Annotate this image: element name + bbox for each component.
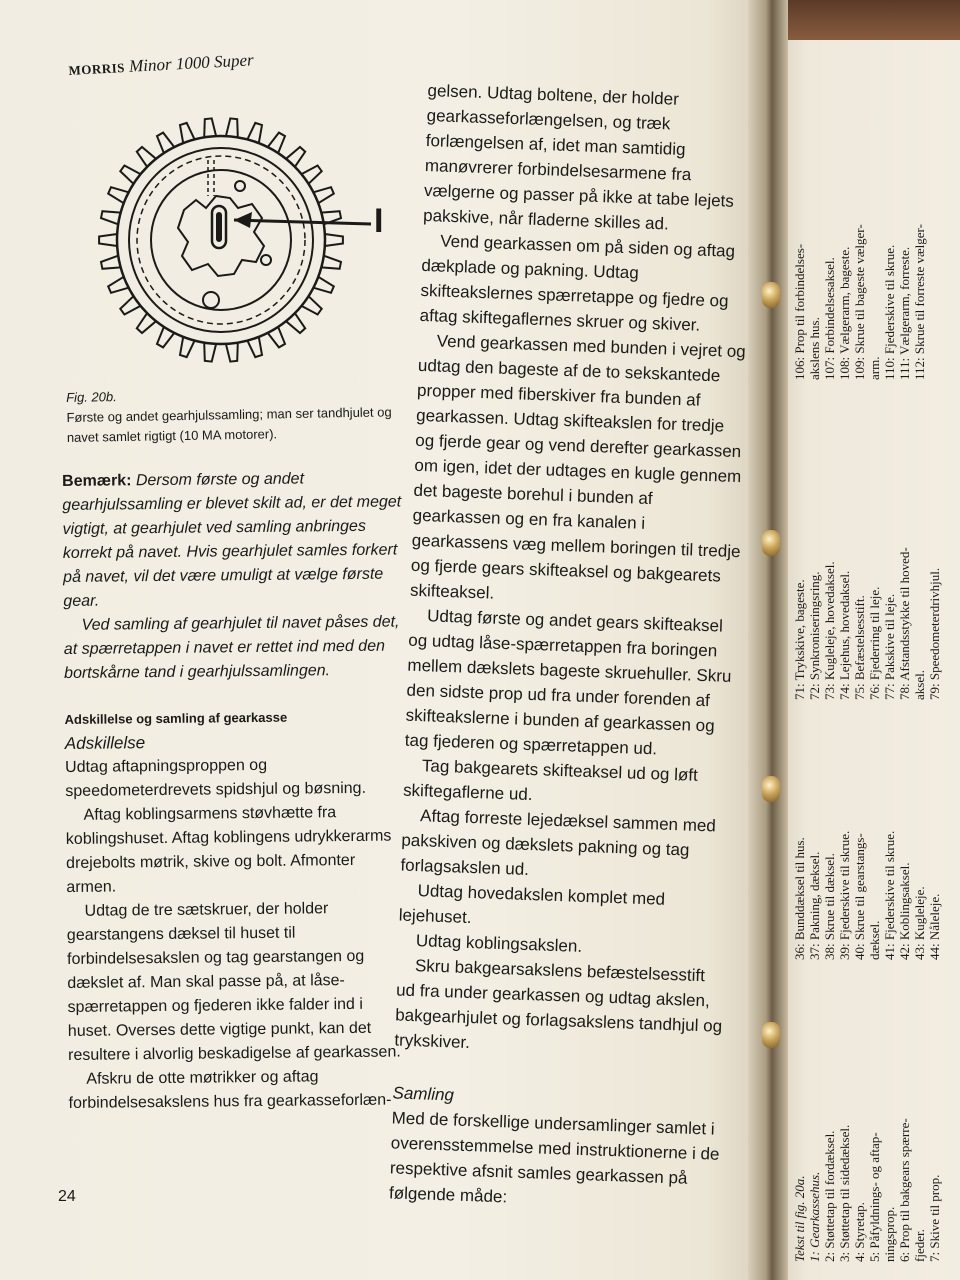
legend-line: 78: Afstandsstykke til hoved- — [897, 547, 912, 700]
legend-line: 107: Forbindelsesaksel. — [822, 257, 837, 380]
body-paragraph: Udtag aftapningsproppen og speedometerdrevets spidshjul og bøsning. — [65, 756, 367, 800]
legend-line: 111: Vælgerarm, forreste. — [897, 246, 912, 380]
legend-line: 1: Gearkassehus. — [807, 1171, 822, 1262]
binder-ring-icon — [762, 776, 780, 802]
note-paragraph-2: Ved samling af gearhjulet til navet påses det, at spærretappen i navet er rettet ind med den bortskårne tand i gearhjulssamlingen. — [63, 613, 400, 682]
right-column — [389, 78, 758, 1217]
body-paragraph: Udtag hovedakslen komplet med lejehuset. — [398, 881, 666, 928]
header-model: Minor 1000 Super — [128, 50, 255, 76]
body-paragraph: gelsen. Udtag boltene, der holder gearkasseforlængelsen, og træk forlængelsen af, idet man samtidig manøvrerer forbindelsesarmene fra vælgerne og passer på ikke at tabe lejets pakskive, når fladerne skilles ad. — [422, 80, 735, 234]
legend-line: fjeder. — [912, 1229, 927, 1262]
legend-line: 2: Støttetap til fordæksel. — [822, 1130, 837, 1262]
legend-line: akslens hus. — [807, 317, 822, 380]
binder-ring-icon — [762, 1022, 780, 1048]
legend-line: 37: Pakning, dæksel. — [807, 851, 822, 960]
legend-line: 108: Vælgerarm, bageste. — [837, 246, 852, 380]
legend-column-3 — [792, 547, 942, 700]
legend-column-1 — [792, 1118, 942, 1262]
legend-line: 109: Skrue til bageste vælger- — [852, 224, 867, 380]
legend-line: 40: Skrue til gearstangs- — [852, 833, 867, 960]
legend-line: aksel. — [912, 670, 927, 700]
figure-caption-text: Første og andet gearhjulssamling; man ser tandhjulet og navet samlet rigtigt (10 MA motorer). — [66, 404, 392, 445]
header-brand: MORRIS — [68, 60, 126, 78]
legend-line: 77: Pakskive til leje. — [882, 593, 897, 700]
note-lead: Bemærk: — [62, 472, 132, 490]
legend-line: 73: Kugleleje, hovedaksel. — [822, 561, 837, 700]
body-paragraph: Aftag forreste lejedæksel sammen med pakskiven og dækslets pakning og tag forlagsakslen ud. — [400, 806, 717, 880]
legend-line: 106: Prop til forbindelses- — [792, 243, 807, 380]
body-paragraph: Afskru de otte møtrikker og aftag forbindelsesakslens hus fra gearkasseforlæn- — [68, 1068, 392, 1112]
legend-line: 76: Fjederring til leje. — [867, 586, 882, 700]
figure-label: Fig. 20b. — [66, 389, 117, 405]
body-paragraph: Skru bakgearsakslens befæstelsesstift ud fra under gearkassen og udtag akslen, bakgearhjulet og forlagsakslens tandhjul og trykskiver. — [394, 956, 723, 1053]
legend-column-2 — [792, 831, 942, 960]
body-paragraph: Tag bakgearets skifteaksel ud og løft skiftegaflerne ud. — [402, 756, 699, 805]
legend-line: 39: Fjederskive til skrue. — [837, 830, 852, 960]
legend-line: 7: Skive til prop. — [927, 1174, 942, 1262]
legend-line: 43: Kugleleje. — [912, 886, 927, 960]
binder-ring-icon — [762, 282, 780, 308]
gear-figure — [96, 100, 396, 370]
figure-marker: I — [374, 202, 384, 240]
body-paragraph: Udtag de tre sætskruer, der holder gearstangens dæksel til huset til forbindelsesakslen og tag gearstangen og dækslet af. Man skal passe på, at låse-spærretappen og fjederen ikke falder ind i huset. Overses dette vigtige punkt, kan det resultere i alvorlig beskadigelse af gearkassen. — [66, 900, 401, 1064]
body-paragraph: Vend gearkassen om på siden og aftag dækplade og pakning. Udtag skifteakslernes spærretappe og fjedre og aftag skiftegaflernes skruer og skiver. — [419, 231, 736, 335]
body-paragraph: Aftag koblingsarmens støvhætte fra koblingshuset. Aftag koblingens udrykkerarms drejebolts møtrik, skive og bolt. Afmonter armen. — [65, 804, 392, 896]
legend-line: 36: Bunddæksel til hus. — [792, 837, 807, 960]
figure-caption — [66, 382, 407, 448]
legend-line: 72: Synkroniseringsring. — [807, 571, 822, 700]
subheading-samling: Samling — [392, 1083, 455, 1105]
legend-column-4 — [792, 224, 927, 380]
legend-line: ningsprop. — [882, 1206, 897, 1262]
body-paragraph: Udtag koblingsakslen. — [415, 931, 583, 956]
legend-line: 5: Påfyldnings- og aftap- — [867, 1132, 882, 1262]
legend-line: 110: Fjederskive til skrue. — [882, 244, 897, 380]
legend-line: 79: Speedometerdrivhjul. — [927, 567, 942, 700]
legend-line: dæksel. — [867, 920, 882, 960]
body-paragraph: Udtag første og andet gears skifteaksel og udtag låse-spærretappen fra boringen mellem dækslets bageste skruehuller. Skru den sidste prop ud fra under forenden af skifteakslerne i bunden af gearkassen og tag fjederen og spærretappen ud. — [404, 606, 732, 759]
page-number: 24 — [58, 1188, 76, 1205]
body-paragraph: Med de forskellige undersamlinger samlet i overensstemmelse med instruktionerne i de respektive afsnit samles gearkassen på følgende måde: — [388, 1108, 720, 1207]
note-paragraph — [62, 466, 403, 614]
legend-line: 38: Skrue til dæksel. — [822, 853, 837, 960]
legend-line: 4: Styretap. — [852, 1202, 867, 1262]
legend-line: arm. — [867, 356, 882, 380]
legend-line: 3: Støttetap til sidedæksel. — [837, 1124, 852, 1262]
binder-ring-icon — [762, 530, 780, 556]
legend-line: 42: Koblingsaksel. — [897, 862, 912, 960]
legend-line: 112: Skrue til forreste vælger- — [912, 224, 927, 380]
gear-diagram-icon — [96, 100, 396, 370]
note-text: Dersom første og andet gearhjulssamling er blevet skilt ad, er det meget vigtigt, at gearhjulet ved samling anbringes korrekt på navet. Hvis gearhjulet samles forkert på navet, vil det være umuligt at vælge første gear. — [62, 470, 402, 610]
legend-line: 75: Befæstelsesstift. — [852, 595, 867, 700]
legend-line: Tekst til fig. 20a. — [792, 1175, 807, 1262]
legend-line: 6: Prop til bakgears spærre- — [897, 1118, 912, 1262]
legend-line: 74: Lejehus, hovedaksel. — [837, 570, 852, 700]
body-paragraph: Vend gearkassen med bunden i vejret og udtag den bageste af de to sekskantede propper med fiberskiver fra bunden af gearkassen. Udtag skifteakslen for tredje og fjerde gear og vend derefter gearkassen om igen, idet der udtages en kugle gennem det bageste borehul i bunden af gearkassen og en fra kanalen i gearkassens væg mellem boringen til tredje og fjerde gears skifteaksel og bakgearets skifteaksel. — [409, 331, 747, 603]
legend-line: 44: Nåleleje. — [927, 893, 942, 960]
section-heading: Adskillelse og samling af gearkasse — [64, 709, 288, 727]
legend-line: 71: Trykskive, bageste. — [792, 579, 807, 700]
legend-line: 41: Fjederskive til skrue. — [882, 830, 897, 960]
left-column — [62, 466, 409, 1116]
subheading-adskillelse: Adskillelse — [64, 733, 146, 753]
